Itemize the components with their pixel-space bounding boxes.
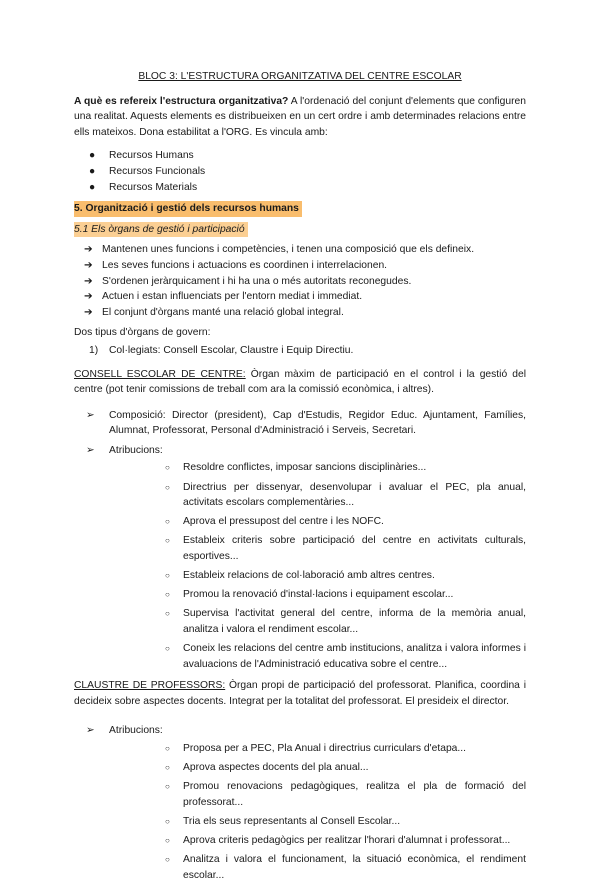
list-item: ➔ Actuen i estan influenciats per l'entorn mediat i immediat. [74, 289, 526, 305]
circle-bullet-icon: ○ [165, 782, 170, 792]
triangle-arrow-icon: ➢ [86, 444, 95, 456]
list-item: ○ Tria els seus representants al Consell Escolar... [109, 814, 526, 830]
document-title: BLOC 3: L'ESTRUCTURA ORGANITZATIVA DEL CENTRE ESCOLAR [138, 71, 462, 82]
list-item: ● Recursos Materials [74, 180, 526, 196]
section-5-1-heading: 5.1 Els òrgans de gestió i participació [74, 222, 248, 238]
list-item: ○ Aprova aspectes docents del pla anual... [109, 760, 526, 776]
list-item: ➔ Les seves funcions i actuacions es coordinen i interrelacionen. [74, 258, 526, 274]
bullet-dot-icon: ● [89, 181, 96, 193]
consell-details [74, 408, 526, 672]
circle-bullet-icon: ○ [165, 536, 170, 546]
list-item: ➔ Mantenen unes funcions i competències, i tenen una composició que els defineix. [74, 242, 526, 258]
consell-paragraph: CONSELL ESCOLAR DE CENTRE: Òrgan màxim de participació en el control i la gestió del centre (pot tenir comissions de treball com ara la comissió econòmica, i altres). [74, 368, 526, 396]
list-item: ○ Promou renovacions pedagògiques, realitza el pla de formació del professorat... [165, 781, 526, 808]
claustre-atribucions-list [109, 741, 526, 883]
section-5-heading: 5. Organització i gestió dels recursos humans [74, 201, 302, 217]
list-item: ● Recursos Funcionals [74, 164, 526, 180]
circle-bullet-icon: ○ [165, 816, 170, 826]
triangle-arrow-icon: ➢ [86, 725, 95, 737]
list-item: ➢ Composició: Director (president), Cap d'Estudis, Regidor Educ. Ajuntament, Famílies, Alumnat, Professorat, Personal d'Administració i Serveis, Secretari. [86, 409, 526, 437]
arrow-right-icon: ➔ [84, 275, 93, 287]
circle-bullet-icon: ○ [165, 590, 170, 600]
list-item: ➔ S'ordenen jeràrquicament i hi ha una o més autoritats reconegudes. [74, 274, 526, 290]
circle-bullet-icon: ○ [165, 762, 170, 772]
list-item: ○ Proposa per a PEC, Pla Anual i directrius curriculars d'etapa... [109, 741, 526, 757]
arrow-right-icon: ➔ [84, 244, 93, 256]
triangle-arrow-icon: ➢ [86, 409, 95, 421]
claustre-label: CLAUSTRE DE PROFESSORS: [74, 680, 226, 692]
intro-text: A l'ordenació del conjunt d'elements que configuren una realitat. Aquests elements es distribueixen en un cert ordre i amb determinades relacions entre ells mateixos. Dona estabilitat a l'ORG. Es vincula amb: [74, 95, 527, 138]
circle-bullet-icon: ○ [165, 517, 170, 527]
circle-bullet-icon: ○ [165, 482, 170, 492]
bullet-dot-icon: ● [89, 165, 96, 177]
consell-atribucions-list [109, 460, 526, 672]
circle-bullet-icon: ○ [165, 643, 170, 653]
numbered-list [74, 343, 526, 359]
arrow-right-icon: ➔ [84, 259, 93, 271]
list-item: ○ Supervisa l'activitat general del centre, informa de la memòria anual, analitza i valora el rendiment escolar... [165, 608, 526, 635]
arrow-right-icon: ➔ [84, 291, 93, 303]
list-item: ➢ Atribucions: ○ Proposa per a PEC, Pla Anual i directrius curriculars d'etapa... ○ Aprova aspectes docents del pla anual... ○ Promou renovacions pedagògiques, realitza el pla de formació del professorat... ○ Tria els seus representants al Consell Escolar... ○ Aprova criteris pedagògics per realitzar l'horari d'alumnat i professorat... ○ Analitza i valora el funcionament, la situació econòmica, el rendiment escolar... [74, 723, 526, 883]
circle-bullet-icon: ○ [165, 571, 170, 581]
two-types-text: Dos tipus d'òrgans de govern: [74, 327, 211, 339]
bullet-dot-icon: ● [89, 150, 96, 162]
circle-bullet-icon: ○ [165, 835, 170, 845]
resources-list [74, 148, 526, 195]
intro-paragraph [74, 94, 526, 141]
intro-question: A què es refereix l'estructura organitzativa? [74, 95, 289, 107]
circle-bullet-icon: ○ [165, 743, 170, 753]
list-item: ● Recursos Humans [74, 148, 526, 164]
list-item: ○ Coneix les relacions del centre amb institucions, analitza i valora informes i avaluacions de l'Administració educativa sobre el centre... [165, 642, 526, 670]
list-item: ➢ Atribucions: ○ Resoldre conflictes, imposar sancions disciplinàries... ○ Directrius per dissenyar, desenvolupar i avaluar el PEC, pla anual, activitats escolars complementàries... ○ Aprova el pressupost del centre i les NOFC. ○ Estableix criteris sobre participació del centre en activitats culturals, esportives... ○ Estableix relacions de col·laboració amb altres centres. ○ Promou la renovació d'instal·lacions i equipament escolar... ○ Supervisa l'activitat general del centre, informa de la memòria anual, analitza i valora el rendiment escolar... ○ Coneix les relacions del centre amb institucions, analitza i valora informes i avaluacions de l'Administració educativa sobre el centre... [74, 443, 526, 672]
list-item: ○ Analitza i valora el funcionament, la situació econòmica, el rendiment escolar... [165, 853, 526, 881]
list-item: ○ Estableix criteris sobre participació del centre en activitats culturals, esportives... [165, 535, 526, 562]
list-item: ○ Promou la renovació d'instal·lacions i equipament escolar... [109, 587, 526, 603]
claustre-details [74, 723, 526, 883]
list-item: ○ Aprova el pressupost del centre i les NOFC. [109, 514, 526, 530]
circle-bullet-icon: ○ [165, 854, 170, 864]
circle-bullet-icon: ○ [165, 609, 170, 619]
list-item: ○ Estableix relacions de col·laboració amb altres centres. [109, 568, 526, 584]
list-item: ○ Aprova criteris pedagògics per realitzar l'horari d'alumnat i professorat... [109, 833, 526, 849]
circle-bullet-icon: ○ [165, 463, 170, 473]
arrow-list [74, 242, 526, 320]
list-item: ○ Resoldre conflictes, imposar sancions disciplinàries... [109, 460, 526, 476]
list-item: 1) Col·legiats: Consell Escolar, Claustre i Equip Directiu. [89, 344, 354, 356]
consell-label: CONSELL ESCOLAR DE CENTRE: [74, 368, 246, 380]
list-item: ➔ El conjunt d'òrgans manté una relació global integral. [74, 305, 526, 321]
list-item: ○ Directrius per dissenyar, desenvolupar i avaluar el PEC, pla anual, activitats escolars complementàries... [165, 481, 526, 509]
arrow-right-icon: ➔ [84, 306, 93, 318]
claustre-paragraph: CLAUSTRE DE PROFESSORS: Òrgan propi de participació del professorat. Planifica, coordina i decideix sobre aspectes docents. Integrat per la totalitat del professorat. El presideix el director. [74, 680, 526, 707]
